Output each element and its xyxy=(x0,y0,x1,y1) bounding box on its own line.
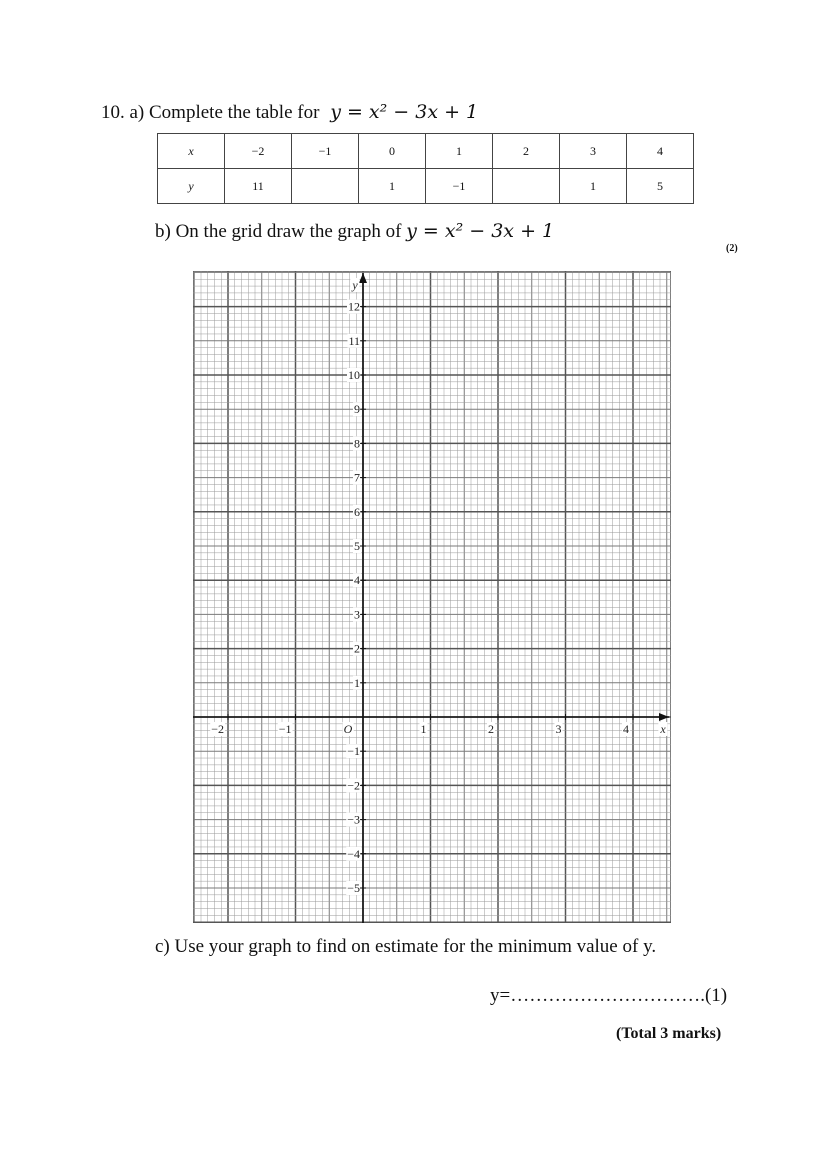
y-tick-label: −2 xyxy=(347,778,360,793)
table-row-y xyxy=(158,169,694,204)
y-tick-label: 11 xyxy=(348,333,360,348)
y-tick-label: 9 xyxy=(354,402,360,417)
part-b-line xyxy=(155,220,554,243)
y-tick-label: 10 xyxy=(348,368,360,382)
y-tick-label: −3 xyxy=(347,812,360,827)
y-tick-label: −1 xyxy=(347,744,360,759)
value-table xyxy=(157,133,694,204)
part-a-equation: y = x² − 3x + 1 xyxy=(330,101,479,123)
x-tick-label: 3 xyxy=(555,722,562,736)
table-x-cell: 2 xyxy=(493,134,560,169)
table-y-header: y xyxy=(158,169,225,204)
x-tick-label: −1 xyxy=(278,722,292,736)
x-tick-label: 2 xyxy=(488,722,494,736)
table-row-x xyxy=(158,134,694,169)
y-tick-label: 8 xyxy=(354,436,360,451)
y-tick-label: 12 xyxy=(348,299,360,314)
table-y-cell[interactable]: 1 xyxy=(359,169,426,204)
y-tick-label: 6 xyxy=(354,504,360,519)
y-tick-label: 3 xyxy=(354,607,360,622)
part-b-marks: (2) xyxy=(726,243,738,254)
origin-label: O xyxy=(343,722,353,736)
total-marks: (Total 3 marks) xyxy=(616,1025,722,1042)
answer-line xyxy=(490,985,727,1007)
table-x-header: x xyxy=(158,134,225,169)
y-tick-label: 2 xyxy=(354,641,360,656)
part-b-label: b) On the grid draw the graph of xyxy=(155,221,402,242)
table-y-cell[interactable]: 1 xyxy=(560,169,627,204)
y-tick-label: 4 xyxy=(354,573,360,588)
y-tick-label: −5 xyxy=(347,881,360,895)
y-tick-label: 7 xyxy=(354,470,360,485)
table-x-cell: −1 xyxy=(292,134,359,169)
part-a-label: a) Complete the table for xyxy=(129,102,320,123)
table-x-cell: 3 xyxy=(560,134,627,169)
table-y-cell[interactable] xyxy=(493,169,560,204)
y-axis-label: y xyxy=(352,278,358,292)
x-tick-label: 4 xyxy=(623,722,629,736)
graph-grid[interactable] xyxy=(193,271,671,923)
part-b-equation: y = x² − 3x + 1 xyxy=(406,220,555,242)
y-tick-label: −4 xyxy=(347,846,360,861)
y-tick-label: 5 xyxy=(354,539,360,553)
x-axis-label: x xyxy=(660,722,666,736)
table-y-cell[interactable] xyxy=(292,169,359,204)
table-y-cell[interactable]: 5 xyxy=(627,169,694,204)
part-c-marks: (1) xyxy=(704,985,728,1006)
y-tick-label: 1 xyxy=(354,675,360,690)
answer-prefix: y= xyxy=(490,985,511,1006)
table-x-cell: 0 xyxy=(359,134,426,169)
table-x-cell: −2 xyxy=(225,134,292,169)
table-x-cell: 4 xyxy=(627,134,694,169)
table-y-cell[interactable]: −1 xyxy=(426,169,493,204)
x-tick-label: 1 xyxy=(420,722,427,736)
table-x-cell: 1 xyxy=(426,134,493,169)
table-y-cell[interactable]: 11 xyxy=(225,169,292,204)
answer-dots[interactable]: …………………………. xyxy=(510,985,705,1006)
part-c-label: c) Use your graph to find on estimate for the minimum value of y. xyxy=(155,936,657,957)
question-line xyxy=(101,101,478,124)
x-tick-label: −2 xyxy=(211,722,224,736)
question-number: 10. xyxy=(101,102,125,123)
